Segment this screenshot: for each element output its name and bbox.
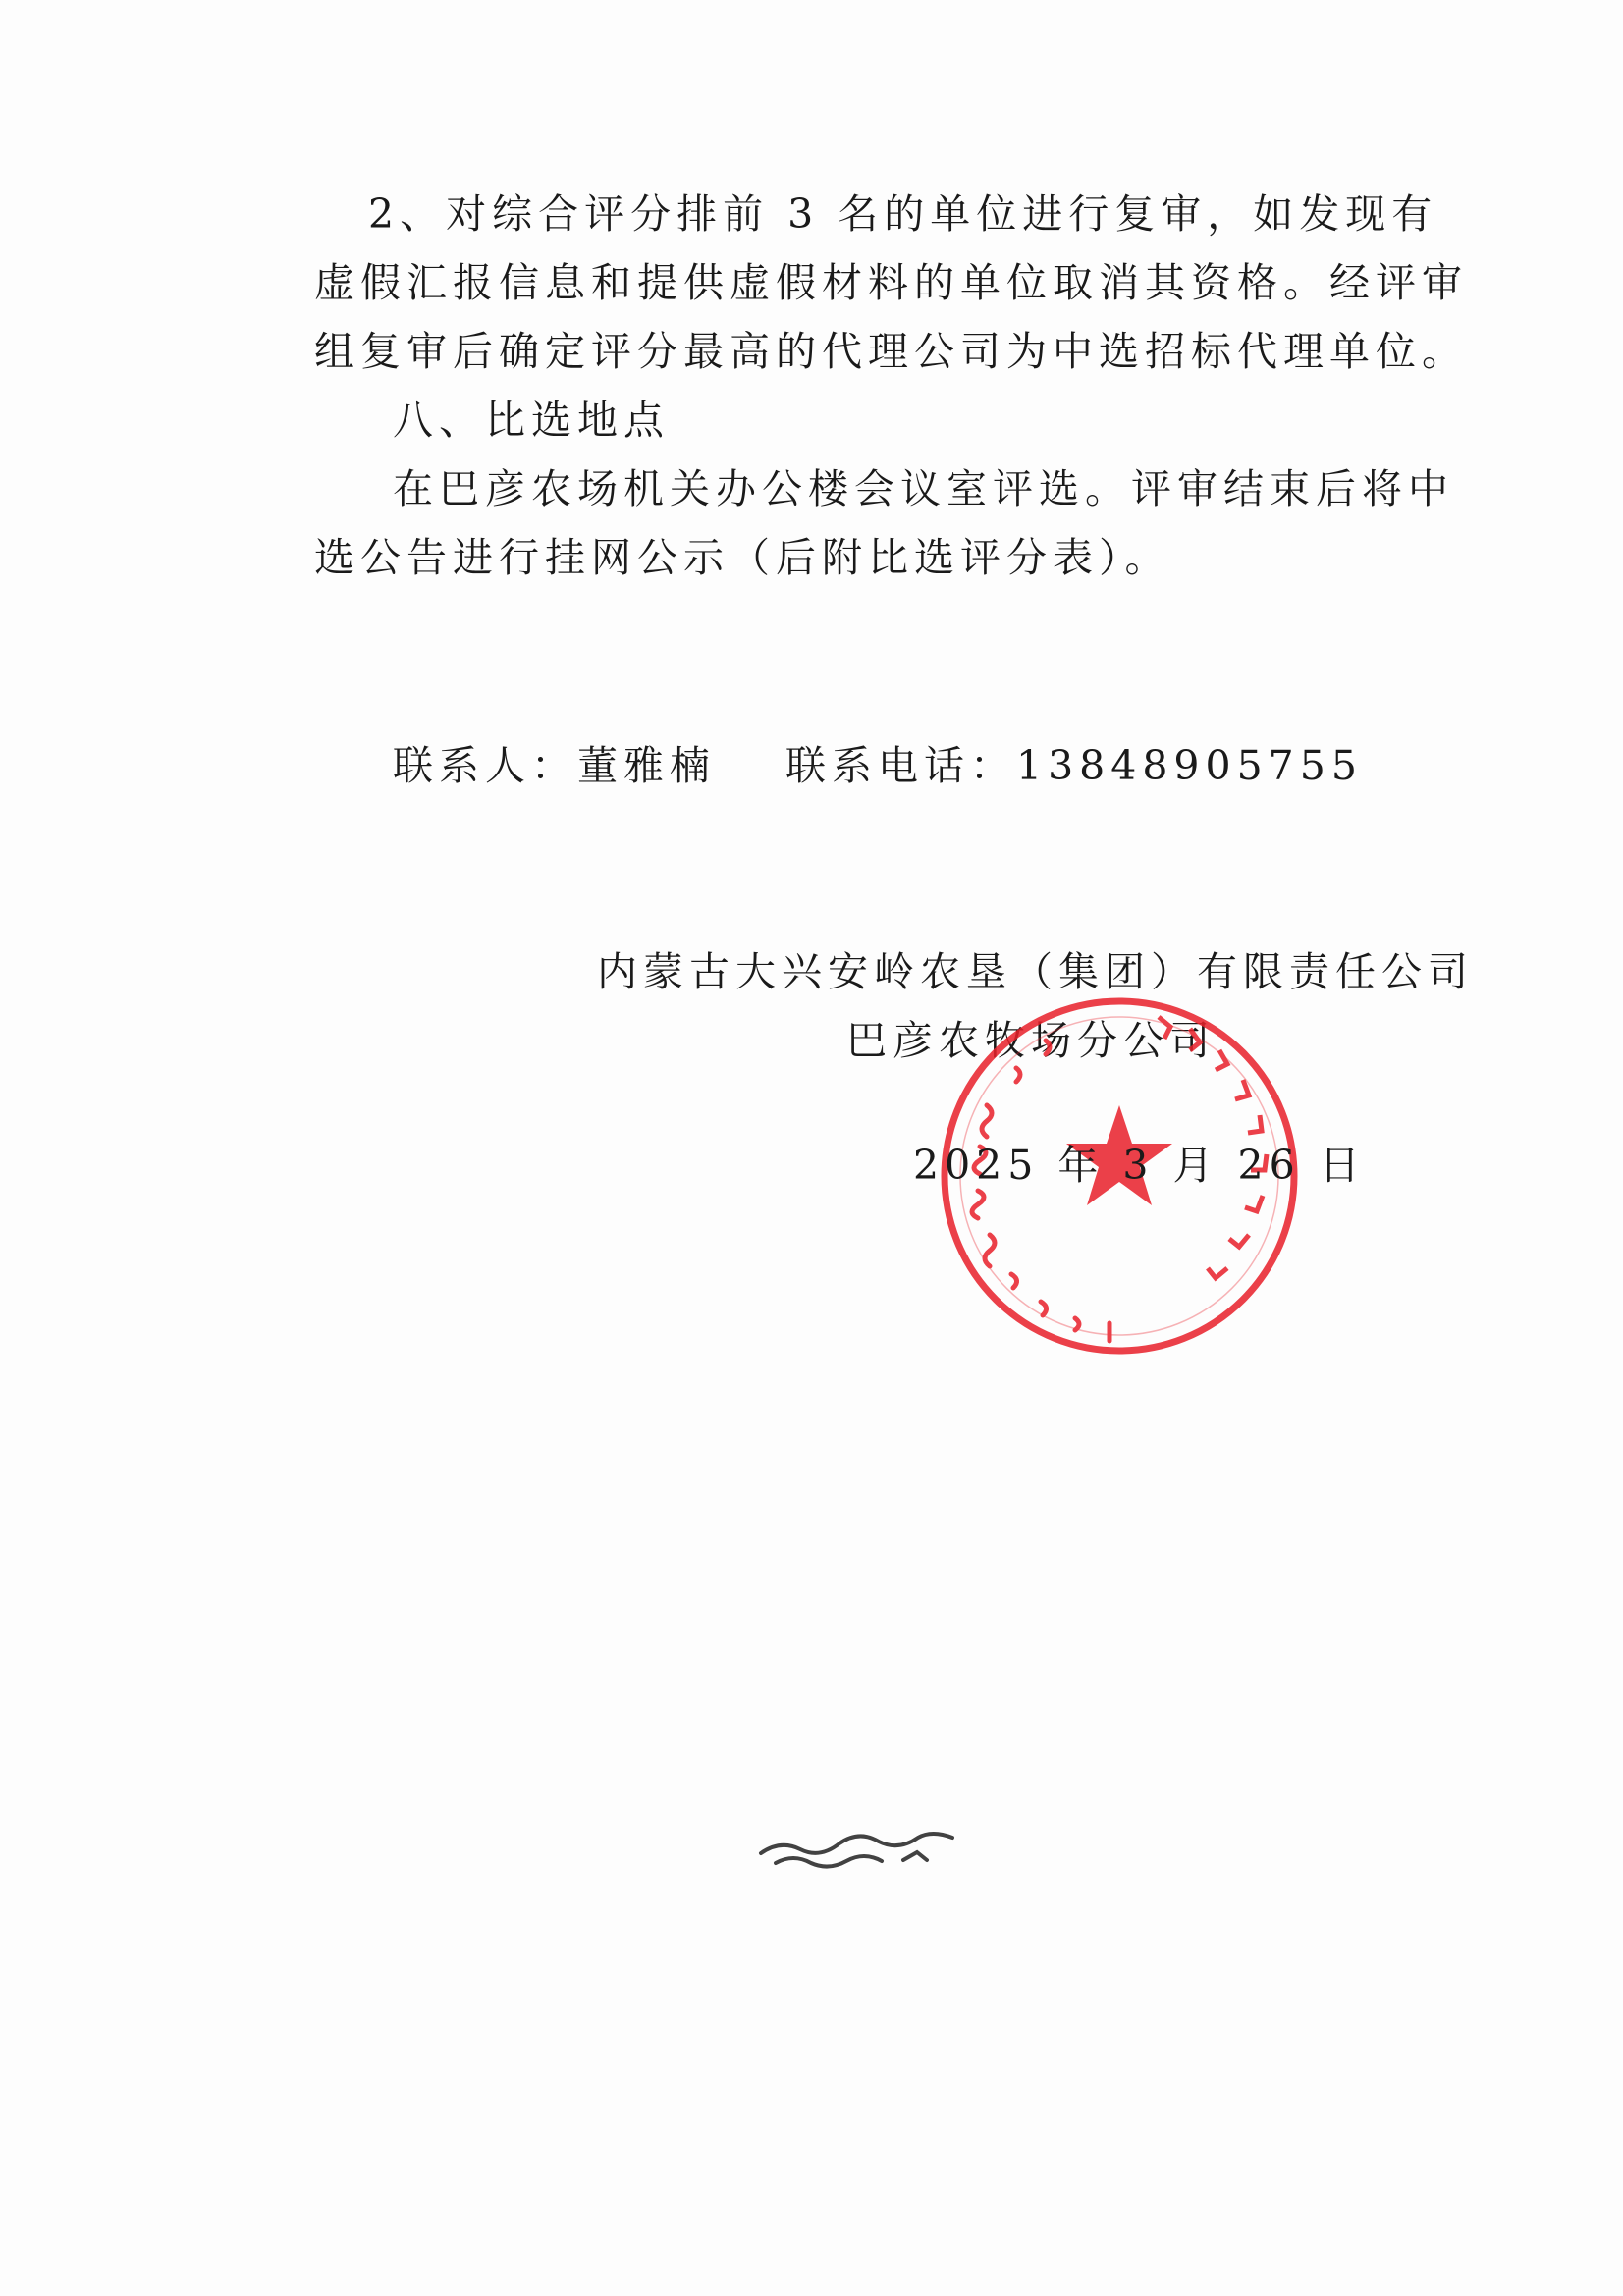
section-heading: 八、比选地点 — [393, 397, 670, 444]
paragraph-line: 2、对综合评分排前 3 名的单位进行复审，如发现有 — [368, 190, 1438, 238]
paragraph-line: 虚假汇报信息和提供虚假材料的单位取消其资格。经评审 — [314, 259, 1468, 306]
signature-date: 2025 年 3 月 26 日 — [913, 1142, 1366, 1189]
contact-phone-label: 联系电话： — [785, 742, 1016, 789]
paragraph-line: 组复审后确定评分最高的代理公司为中选招标代理单位。 — [314, 328, 1468, 375]
contact-phone-number: 13848905755 — [1016, 742, 1363, 789]
paragraph-line: 选公告进行挂网公示（后附比选评分表）。 — [314, 534, 1171, 581]
contact-person-name: 董雅楠 — [577, 742, 716, 789]
paragraph-line: 在巴彦农场机关办公楼会议室评选。评审结束后将中 — [393, 465, 1454, 512]
contact-line — [393, 742, 716, 789]
branch-name: 巴彦农牧场分公司 — [846, 1017, 1216, 1064]
contact-phone-line — [785, 742, 1363, 789]
footer-scribble — [756, 1826, 962, 1875]
contact-person-label: 联系人： — [393, 742, 577, 789]
company-name: 内蒙古大兴安岭农垦（集团）有限责任公司 — [597, 948, 1474, 995]
